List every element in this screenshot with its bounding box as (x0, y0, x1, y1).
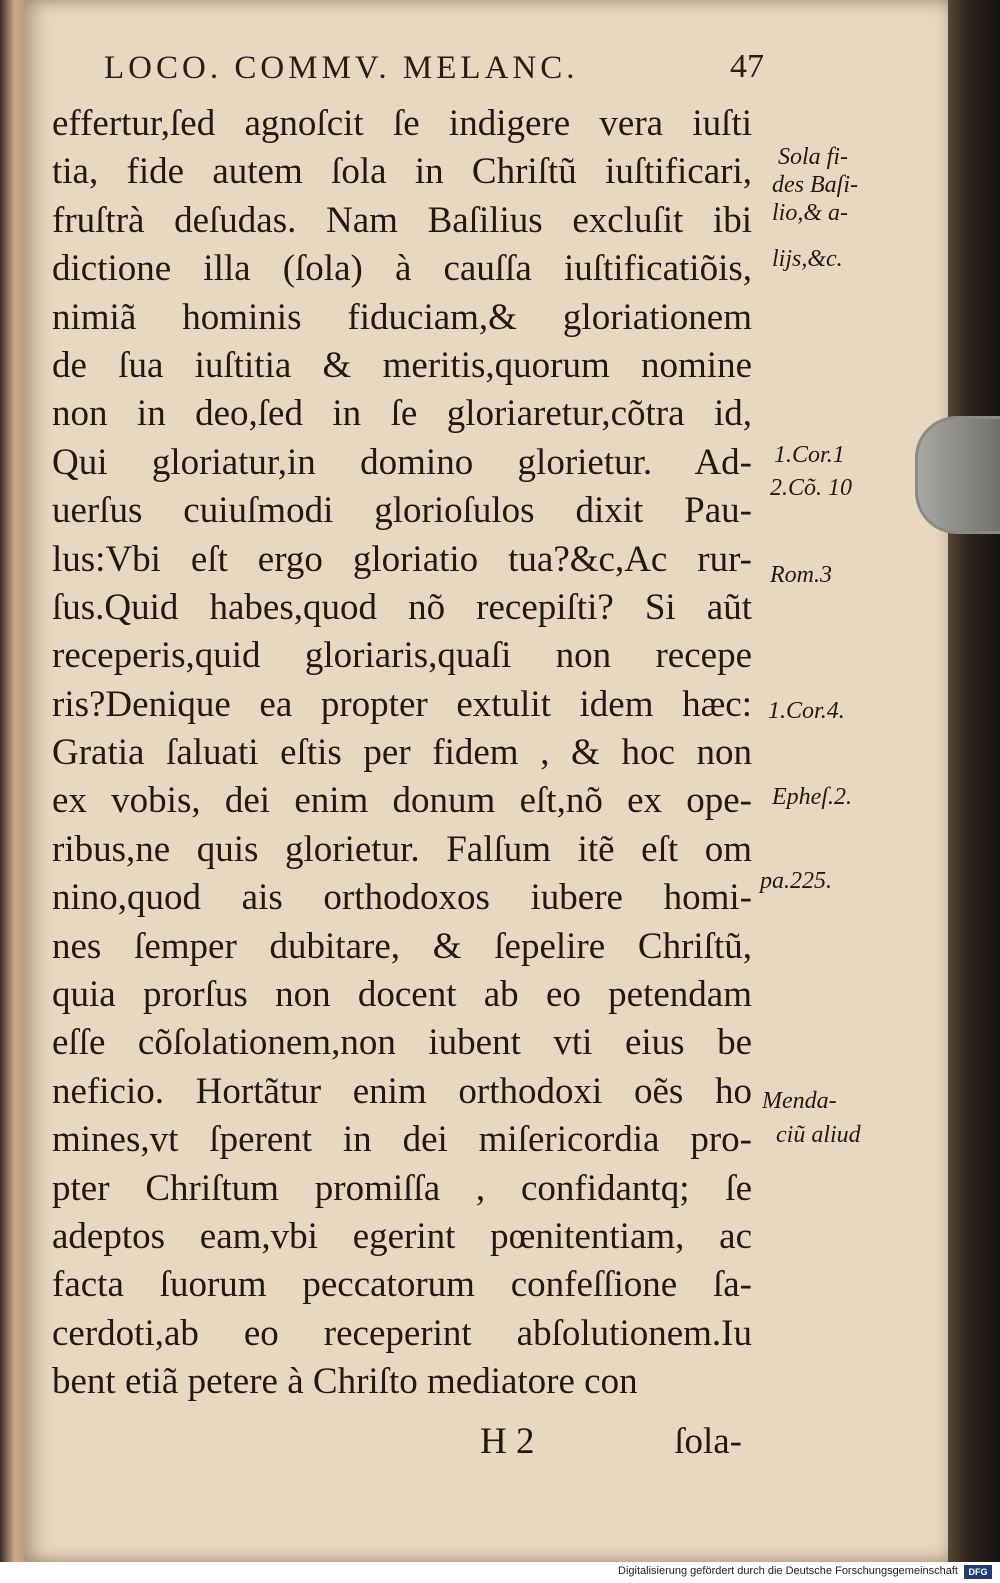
text-line: adeptos eam,vbi egerint pœnitentiam, ac (52, 1215, 752, 1257)
folio-number: 47 (730, 48, 764, 85)
text-line: neficio. Hortãtur enim orthodoxi oẽs ho (52, 1070, 752, 1112)
marginal-note: Epheſ.2. (772, 784, 852, 810)
running-head-title: LOCO. COMMV. MELANC. (104, 50, 579, 86)
running-head (104, 50, 764, 100)
text-line: pter Chriſtum promiſſa , confidantq; ſe (52, 1167, 752, 1209)
text-line: ſus.Quid habes,quod nõ recepiſti? Si aũt (52, 586, 752, 628)
text-line: facta ſuorum peccatorum confeſſione ſa- (52, 1264, 752, 1306)
text-line: non in deo,ſed in ſe gloriaretur,cõtra id, (52, 393, 752, 435)
text-line: de ſua iuſtitia & meritis,quorum nomine (52, 344, 752, 386)
marginal-note: ciũ aliud (776, 1122, 861, 1148)
marginal-note: 1.Cor.1 (774, 442, 845, 468)
marginal-note: 1.Cor.4. (768, 698, 845, 724)
text-line: Qui gloriatur,in domino glorietur. Ad- (52, 441, 752, 483)
text-line: nino,quod ais orthodoxos iubere homi- (52, 877, 752, 919)
text-line: mines,vt ſperent in dei miſericordia pro- (52, 1119, 752, 1161)
text-line: cerdoti,ab eo receperint abſolutionem.Iu (52, 1312, 752, 1354)
text-line: eſſe cõſolationem,non iubent vti eius be (52, 1022, 752, 1064)
marginal-note: Menda- (762, 1088, 837, 1114)
marginal-note: pa.225. (760, 868, 832, 894)
funding-credit: Digitalisierung gefördert durch die Deutsche Forschungsgemeinschaft (618, 1565, 958, 1577)
text-line: nes ſemper dubitare, & ſepelire Chriſtũ, (52, 925, 752, 967)
text-line: receperis,quid gloriaris,quaſi non recepe (52, 635, 752, 677)
text-line: fruſtrà deſudas. Nam Baſilius excluſit ibi (52, 199, 752, 241)
text-line: nimiã hominis fiduciam,& gloriationem (52, 296, 752, 338)
text-line: Gratia ſaluati eſtis per fidem , & hoc non (52, 732, 752, 774)
text-line: uerſus cuiuſmodi glorioſulos dixit Pau- (52, 490, 752, 532)
book-spine (948, 0, 1000, 1562)
text-line: lus:Vbi eſt ergo gloriatio tua?&c,Ac rur- (52, 538, 752, 580)
marginal-note: 2.Cõ. 10 (770, 475, 853, 501)
text-line: quia prorſus non docent ab eo petendam (52, 974, 752, 1016)
footer-bar (0, 1562, 1000, 1583)
marginal-note: des Baſi- (772, 172, 858, 198)
body-text (52, 100, 752, 1407)
text-line: effertur,ſed agnoſcit ſe indigere vera iuſti (52, 103, 752, 144)
text-line: ris?Denique ea propter extulit idem hæc: (52, 683, 752, 725)
catchword: ſola- (674, 1421, 742, 1462)
marginal-note: Sola fi- (778, 144, 848, 170)
page-clip (915, 416, 1000, 534)
dfg-logo: DFG (964, 1565, 992, 1579)
marginal-note: lijs,&c. (772, 246, 843, 272)
text-line: bent etiã petere à Chriſto mediatore con (52, 1361, 638, 1403)
signature-mark: H 2 (480, 1421, 535, 1462)
marginal-note: Rom.3 (770, 562, 832, 588)
previous-page-edge (0, 0, 26, 1562)
text-line: tia, fide autem ſola in Chriſtũ iuſtificari, (52, 151, 752, 193)
signature-line (480, 1420, 742, 1470)
text-line: ex vobis, dei enim donum eſt,nõ ex ope- (52, 780, 752, 822)
marginal-note: lio,& a- (772, 200, 848, 226)
text-line: ribus,ne quis glorietur. Falſum itẽ eſt om (52, 828, 752, 870)
text-line: dictione illa (ſola) à cauſſa iuſtificatiõis, (52, 248, 752, 290)
